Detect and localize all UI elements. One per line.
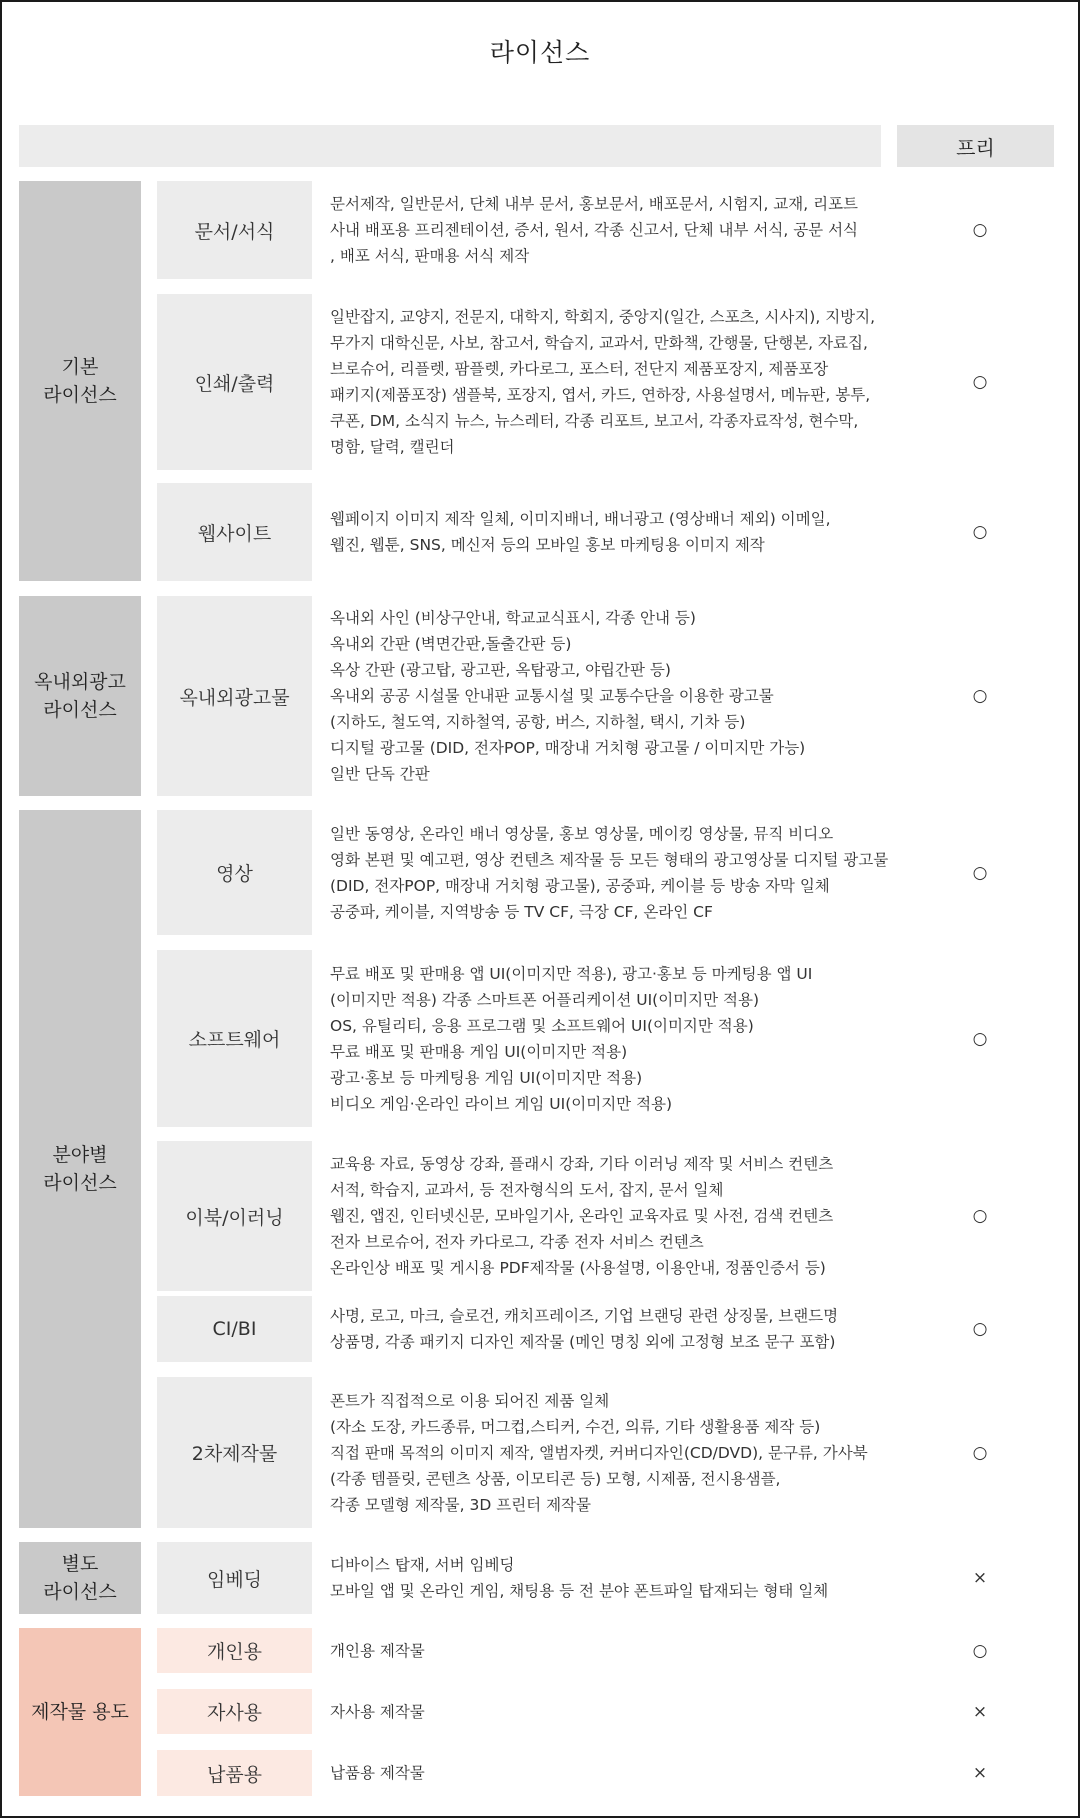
group-advertising-license: 옥내외광고 라이선스 [19,596,141,796]
description-line: 직접 판매 목적의 이미지 제작, 앨범자켓, 커버디자인(CD/DVD), 문구류, 가사북 [330,1443,868,1462]
description-line: 사명, 로고, 마크, 슬로건, 캐치프레이즈, 기업 브랜딩 관련 상징물, 브랜드명 [330,1307,839,1325]
description-line: (각종 템플릿, 콘텐츠 상품, 이모티콘 등) 모형, 시제품, 전시용샘플, [330,1469,781,1488]
row-description-embedding [330,1542,910,1614]
row-description-software [330,950,910,1127]
description-line: 일반 단독 간판 [330,765,430,783]
availability-mark: × [972,1763,988,1783]
description-line: (이미지만 적용) 각종 스마트폰 어플리케이션 UI(이미지만 적용) [330,990,760,1009]
description-line: 일반잡지, 교양지, 전문지, 대학지, 학회지, 중앙지(일간, 스포츠, 시사지), 지방지, [330,308,876,326]
description-line: (자소 도장, 카드종류, 머그컵,스티커, 수건, 의류, 기타 생활용품 제작 등) [330,1417,821,1436]
description-line: OS, 유틸리티, 응용 프로그램 및 소프트웨어 UI(이미지만 적용) [330,1016,754,1035]
description-line: 납품용 제작물 [330,1764,425,1782]
row-description-delivery [330,1750,910,1796]
availability-mark: ○ [972,1319,988,1339]
group-basic-license: 기본 라이선스 [19,181,141,581]
description-line: 서적, 학습지, 교과서, 등 전자형식의 도서, 잡지, 문서 일체 [330,1181,724,1199]
description-line: (지하도, 철도역, 지하철역, 공항, 버스, 지하철, 택시, 기차 등) [330,713,746,731]
availability-mark: ○ [972,862,988,883]
availability-mark: × [972,1568,988,1588]
availability-mark: ○ [972,1206,988,1226]
category-video: 영상 [157,810,312,935]
description-line: 비디오 게임·온라인 라이브 게임 UI(이미지만 적용) [330,1094,673,1113]
availability-mark: × [972,1701,988,1722]
category-outdoor-ads: 옥내외광고물 [157,596,312,796]
description-line: 광고·홍보 등 마케팅용 게임 UI(이미지만 적용) [330,1068,643,1087]
row-description-website [330,483,910,581]
description-line: 웹진, 웹툰, SNS, 메신저 등의 모바일 홍보 마케팅용 이미지 제작 [330,536,765,554]
category-personal: 개인용 [157,1628,312,1673]
row-description-print [330,294,910,470]
category-ci-bi: CI/BI [157,1296,312,1362]
description-line: 교육용 자료, 동영상 강좌, 플래시 강좌, 기타 이러닝 제작 및 서비스 컨텐츠 [330,1155,834,1173]
row-description-video [330,810,910,935]
description-line: 웹페이지 이미지 제작 일체, 이미지배너, 배너광고 (영상배너 제외) 이메일, [330,510,831,528]
column-header-free: 프리 [897,125,1054,167]
description-line: 온라인상 배포 및 게시용 PDF제작물 (사용설명, 이용안내, 정품인증서 등) [330,1259,826,1277]
description-line: 개인용 제작물 [330,1641,425,1660]
description-line: 옥내외 간판 (벽면간판,돌출간판 등) [330,635,572,653]
description-line: 폰트가 직접적으로 이용 되어진 제품 일체 [330,1391,610,1410]
description-line: 공중파, 케이블, 지역방송 등 TV CF, 극장 CF, 온라인 CF [330,902,713,921]
availability-mark: ○ [972,220,988,240]
description-line: 디지털 광고물 (DID, 전자POP, 매장내 거치형 광고물 / 이미지만 가능) [330,739,806,757]
row-description-in-house [330,1689,910,1734]
category-website: 웹사이트 [157,483,312,581]
category-ebook: 이북/이러닝 [157,1141,312,1291]
group-separate-license: 별도 라이선스 [19,1542,141,1614]
availability-mark: ○ [972,686,988,706]
category-secondary-works: 2차제작물 [157,1377,312,1528]
description-line: 상품명, 각종 패키지 디자인 제작물 (메인 명칭 외에 고정형 보조 문구 포함) [330,1333,836,1351]
description-line: 영화 본편 및 예고편, 영상 컨텐츠 제작물 등 모든 형태의 광고영상물 디지털 광고물 [330,850,889,869]
description-line: 옥내외 공공 시설물 안내판 교통시설 및 교통수단을 이용한 광고물 [330,687,774,705]
description-line: 명함, 달력, 캘린더 [330,438,455,456]
category-print: 인쇄/출력 [157,294,312,470]
description-line: 무가지 대학신문, 사보, 참고서, 학습지, 교과서, 만화책, 간행물, 단행본, 자료집, [330,334,868,352]
description-line: 문서제작, 일반문서, 단체 내부 문서, 홍보문서, 배포문서, 시험지, 교재, 리포트 [330,195,859,213]
description-line: 일반 동영상, 온라인 배너 영상물, 홍보 영상물, 메이킹 영상물, 뮤직 비디오 [330,824,834,843]
row-description-ci-bi [330,1296,910,1362]
description-line: 자사용 제작물 [330,1702,425,1721]
description-line: , 배포 서식, 판매용 서식 제작 [330,247,530,265]
description-line: 디바이스 탑재, 서버 임베딩 [330,1556,515,1574]
description-line: 무료 배포 및 판매용 앱 UI(이미지만 적용), 광고·홍보 등 마케팅용 앱 UI [330,964,813,983]
description-line: 패키지(제품포장) 샘플북, 포장지, 엽서, 카드, 연하장, 사용설명서, 메뉴판, 봉투, [330,386,871,404]
category-software: 소프트웨어 [157,950,312,1127]
description-line: 브로슈어, 리플렛, 팜플렛, 카다로그, 포스터, 전단지 제품포장지, 제품포장 [330,360,829,378]
header-bar [19,125,881,167]
availability-mark: ○ [972,1028,988,1049]
description-line: (DID, 전자POP, 매장내 거치형 광고물), 공중파, 케이블 등 방송 자막 일체 [330,876,830,895]
row-description-secondary-works [330,1377,910,1528]
description-line: 무료 배포 및 판매용 게임 UI(이미지만 적용) [330,1042,628,1061]
description-line: 옥상 간판 (광고탑, 광고판, 옥탑광고, 야립간판 등) [330,661,671,679]
description-line: 모바일 앱 및 온라인 게임, 채팅용 등 전 분야 폰트파일 탑재되는 형태 일체 [330,1582,829,1600]
description-line: 웹진, 앱진, 인터넷신문, 모바일기사, 온라인 교육자료 및 사전, 검색 컨텐츠 [330,1207,834,1225]
availability-mark: ○ [972,1640,988,1661]
row-description-ebook [330,1141,910,1291]
description-line: 쿠폰, DM, 소식지 뉴스, 뉴스레터, 각종 리포트, 보고서, 각종자료작성, 현수막, [330,412,859,430]
category-document: 문서/서식 [157,181,312,279]
group-field-license: 분야별 라이선스 [19,810,141,1528]
availability-mark: ○ [972,372,988,392]
category-delivery: 납품용 [157,1750,312,1796]
page-title: 라이선스 [489,38,591,67]
group-usage: 제작물 용도 [19,1628,141,1796]
description-line: 옥내외 사인 (비상구안내, 학교교식표시, 각종 안내 등) [330,609,696,627]
row-description-outdoor-ads [330,596,910,796]
description-line: 사내 배포용 프리젠테이션, 증서, 원서, 각종 신고서, 단체 내부 서식, 공문 서식 [330,221,859,239]
description-line: 전자 브로슈어, 전자 카다로그, 각종 전자 서비스 컨텐츠 [330,1233,704,1251]
row-description-personal [330,1628,910,1673]
availability-mark: ○ [972,522,988,542]
category-embedding: 임베딩 [157,1542,312,1614]
availability-mark: ○ [972,1442,988,1463]
row-description-document [330,181,910,279]
category-in-house: 자사용 [157,1689,312,1734]
description-line: 각종 모델형 제작물, 3D 프린터 제작물 [330,1495,591,1514]
